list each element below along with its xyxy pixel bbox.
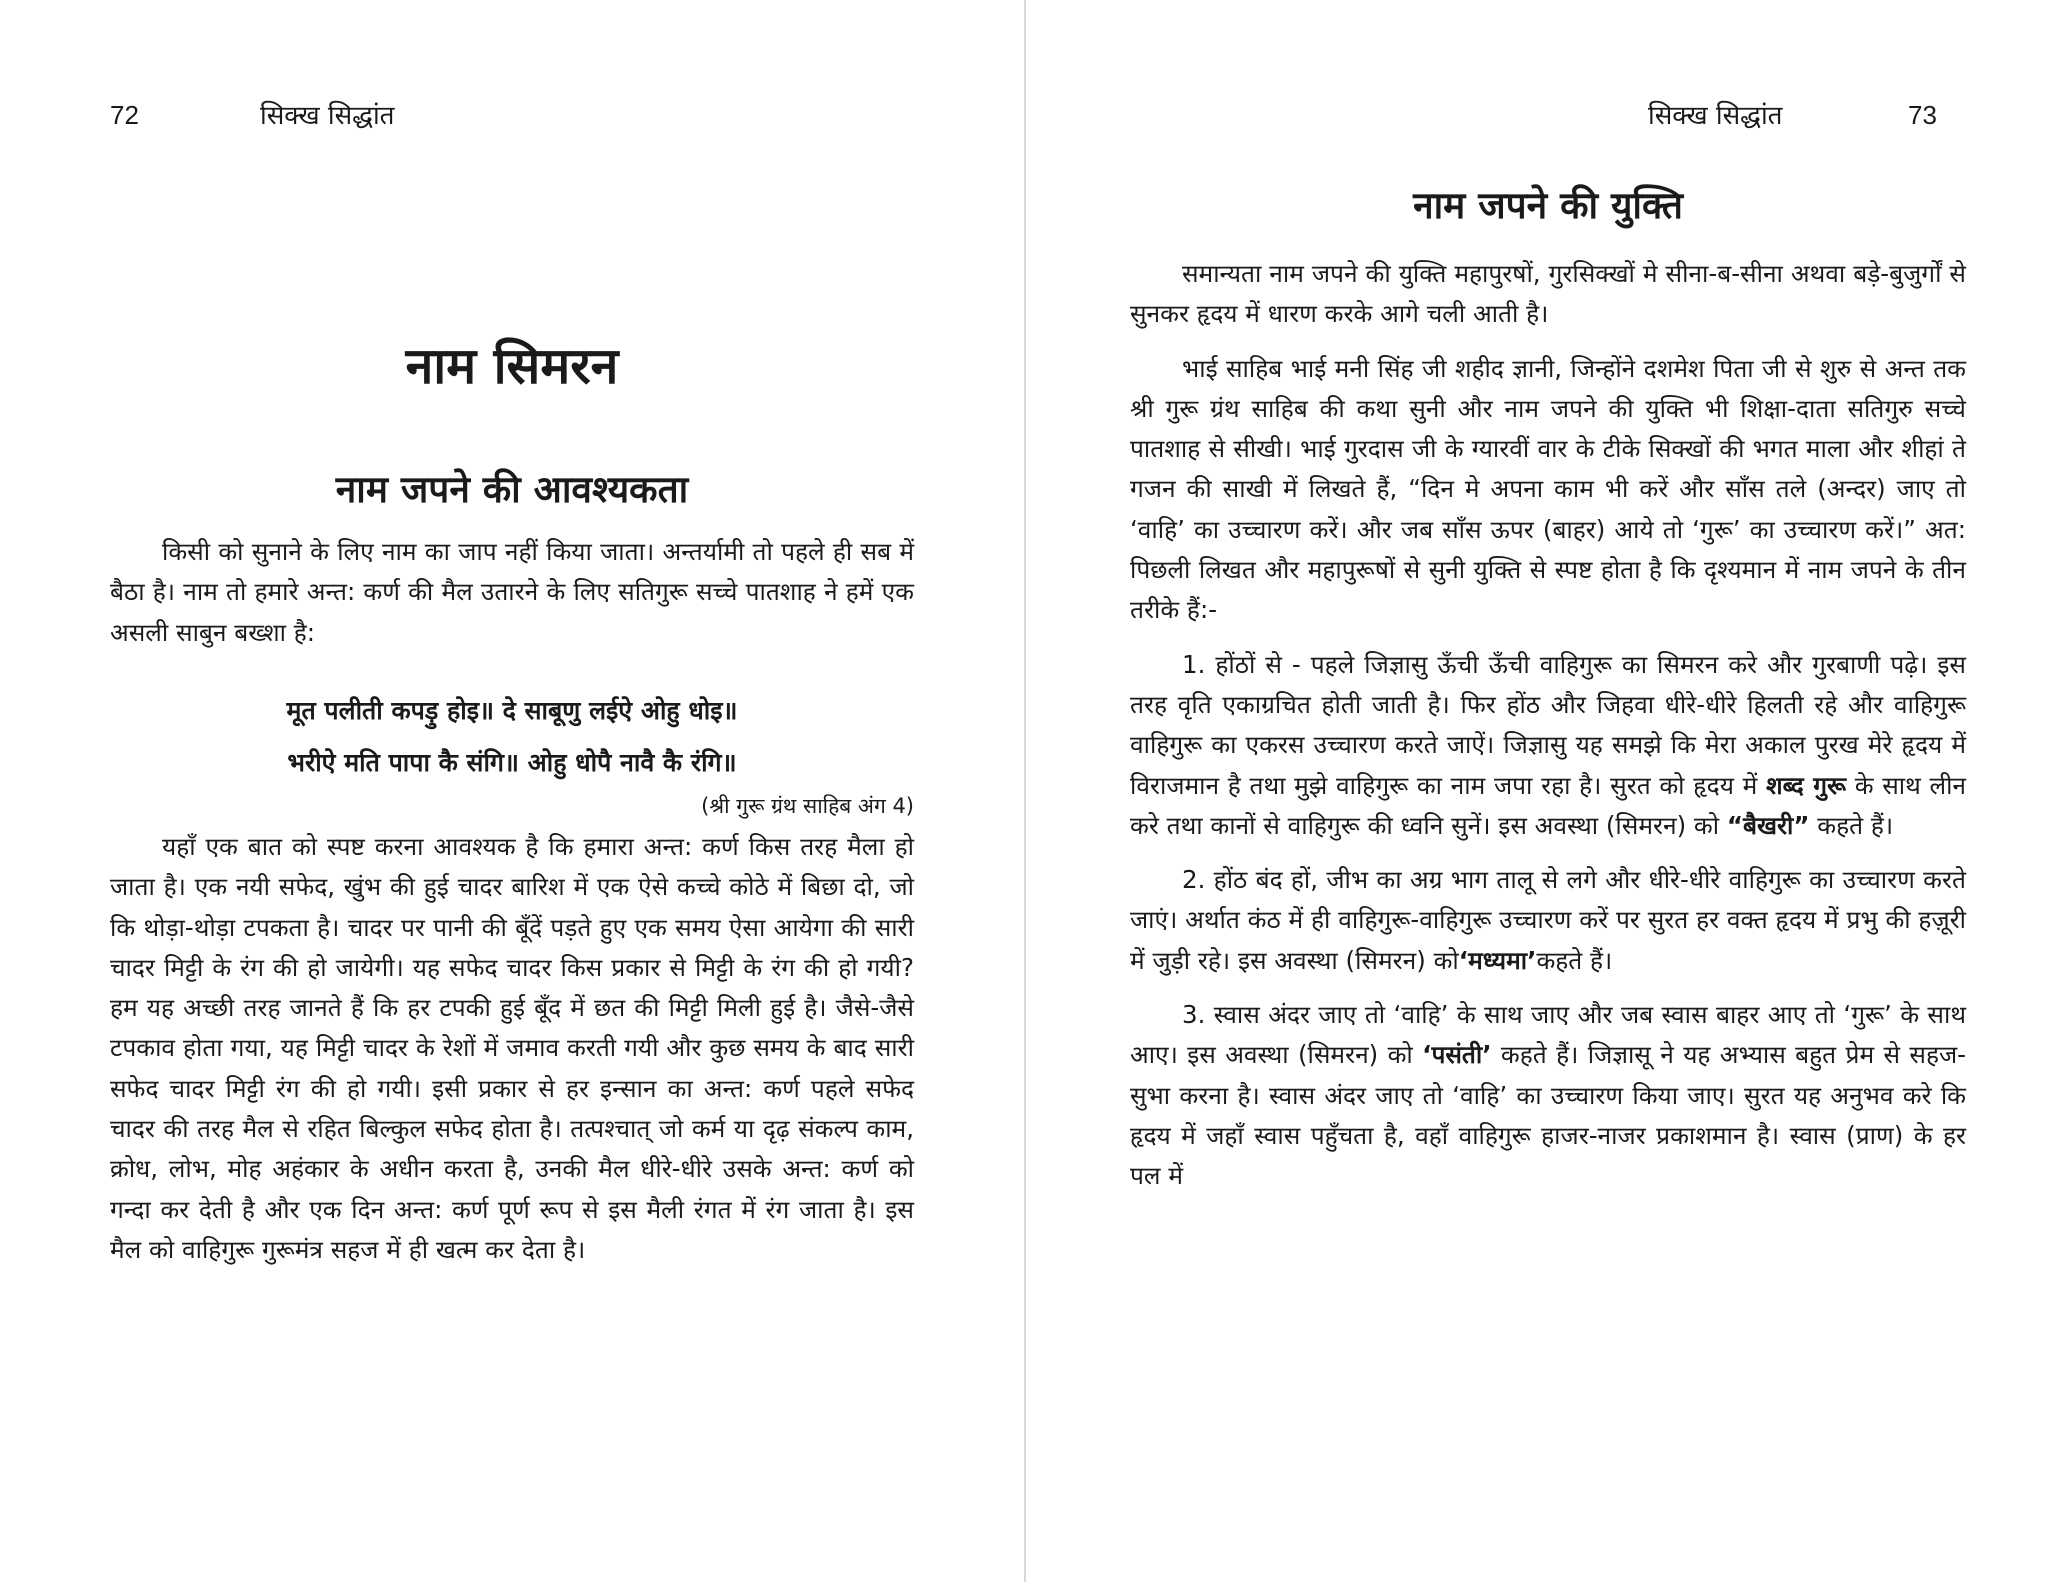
scripture-verse (110, 685, 914, 789)
body-text (1130, 254, 1966, 1211)
page-number: 73 (1908, 100, 1937, 130)
verse-line: मूत पलीती कपड़ु होइ॥ दे साबूणु लईऐ ओहु धोइ॥ (286, 696, 738, 725)
verse-citation: (श्री गुरू ग्रंथ साहिब अंग 4) (701, 794, 914, 818)
chapter-title: नाम सिमरन (405, 337, 619, 395)
paragraph: भाई साहिब भाई मनी सिंह जी शहीद ज्ञानी, जिन्होंने दशमेश पिता जी से शुरु से अन्त तक श्री गुरू ग्रंथ साहिब की कथा सुनी और नाम जपने की युक्ति भी शिक्षा-दाता सतिगुरु सच्चे पातशाह से सीखी। भाई गुरदास जी के ग्यारवीं वार के टीके सिक्खों की भगत माला और शीहां ते गजन की साखी में लिखते हैं, “दिन मे अपना काम भी करें और साँस तले (अन्दर) जाए तो ‘वाहि’ का उच्चारण करें। और जब साँस ऊपर (बाहर) आये तो ‘गुरू’ का उच्चारण करें।” अत: पिछली लिखत और महापुरूषों से सुनी युक्ति से स्पष्ट होता है कि दृश्यमान में नाम जपने के तीन तरीके हैं:- (1130, 353, 1966, 625)
bold-term: ‘पसंती’ (1422, 1040, 1492, 1070)
body-text (110, 532, 914, 653)
right-page (1026, 0, 2048, 1582)
section-title: नाम जपने की आवश्यकता (335, 468, 689, 511)
bold-term: शब्द गुरू (1765, 770, 1847, 800)
verse-line: भरीऐ मति पापा कै संगि॥ ओहु धोपै नावै कै रंगि॥ (287, 748, 737, 777)
running-head: सिक्ख सिद्धांत (260, 101, 395, 131)
body-text (110, 827, 914, 1270)
paragraph: समान्यता नाम जपने की युक्ति महापुरषों, गुरसिक्खों मे सीना-ब-सीना अथवा बड़े-बुजुर्गों से सुनकर हृदय में धारण करके आगे चली आती है। (1130, 259, 1966, 329)
intro-paragraph: किसी को सुनाने के लिए नाम का जाप नहीं किया जाता। अन्तर्यामी तो पहले ही सब में बैठा है। नाम तो हमारे अन्त: कर्ण की मैल उतारने के लिए सतिगुरू सच्चे पातशाह ने हमें एक असली साबुन बख्शा है: (110, 537, 914, 647)
method-item-breath: 3. स्वास अंदर जाए तो ‘वाहि’ के साथ जाए और जब स्वास बाहर आए तो ‘गुरू’ के साथ आए। इस अवस्था (सिमरन) को ‘पसंती’ कहते हैं। जिज्ञासू ने यह अभ्यास बहुत प्रेम से सहज-सुभा करना है। स्वास अंदर जाए तो ‘वाहि’ का उच्चारण किया जाए। सुरत यह अनुभव करे कि हृदय में जहाँ स्वास पहुँचता है, वहाँ वाहिगुरू हाजर-नाजर प्रकाशमान है। स्वास (प्राण) के हर पल में (1130, 1000, 1966, 1191)
page-number: 72 (110, 100, 139, 130)
bold-term: ‘मध्यमा’ (1458, 945, 1537, 975)
method-item-lips: 1. होंठों से - पहले जिज्ञासु ऊँची ऊँची वाहिगुरू का सिमरन करे और गुरबाणी पढ़े। इस तरह वृति एकाग्रचित होती जाती है। फिर होंठ और जिहवा धीरे-धीरे हिलती रहे और वाहिगुरू वाहिगुरू का एकरस उच्चारण करते जाऐं। जिज्ञासु यह समझे कि मेरा अकाल पुरख मेरे हृदय में विराजमान है तथा मुझे वाहिगुरू का नाम जपा रहा है। सुरत को हृदय में शब्द गुरू के साथ लीन करे तथा कानों से वाहिगुरू की ध्वनि सुनें। इस अवस्था (सिमरन) को “बैखरी” कहते हैं। (1130, 649, 1967, 840)
running-head: सिक्ख सिद्धांत (1648, 101, 1783, 131)
section-title: नाम जपने की युक्ति (1413, 184, 1683, 227)
bold-term: “बैखरी” (1726, 810, 1810, 840)
main-paragraph: यहाँ एक बात को स्पष्ट करना आवश्यक है कि हमारा अन्त: कर्ण किस तरह मैला हो जाता है। एक नयी सफेद, खुंभ की हुई चादर बारिश में एक ऐसे कच्चे कोठे में बिछा दो, जो कि थोड़ा-थोड़ा टपकता है। चादर पर पानी की बूँदें पड़ते हुए एक समय ऐसा आयेगा की सारी चादर मिट्टी के रंग की हो जायेगी। यह सफेद चादर किस प्रकार से मिट्टी के रंग की हो गयी? हम यह अच्छी तरह जानते हैं कि हर टपकी हुई बूँद में छत की मिट्टी मिली हुई है। जैसे-जैसे टपकाव होता गया, यह मिट्टी चादर के रेशों में जमाव करती गयी और कुछ समय के बाद सारी सफेद चादर मिट्टी रंग की हो गयी। इसी प्रकार से हर इन्सान का अन्त: कर्ण पहले सफेद चादर की तरह मैल से रहित बिल्कुल सफेद होता है। तत्पश्चात् जो कर्म या दृढ़ संकल्प काम, क्रोध, लोभ, मोह अहंकार के अधीन करता है, उनकी मैल धीरे-धीरे उसके अन्त: कर्ण को गन्दा कर देती है और एक दिन अन्त: कर्ण पूर्ण रूप से इस मैली रंगत में रंग जाता है। इस मैल को वाहिगुरू गुरूमंत्र सहज में ही खत्म कर देता है। (110, 832, 914, 1264)
method-item-throat: 2. होंठ बंद हों, जीभ का अग्र भाग तालू से लगे और धीरे-धीरे वाहिगुरू का उच्चारण करते जाएं। अर्थात कंठ में ही वाहिगुरू-वाहिगुरू उच्चारण करें पर सुरत हर वक्त हृदय में प्रभु की हज़ूरी में जुड़ी रहे। इस अवस्था (सिमरन) को‘मध्यमा’कहते हैं। (1130, 865, 1966, 975)
